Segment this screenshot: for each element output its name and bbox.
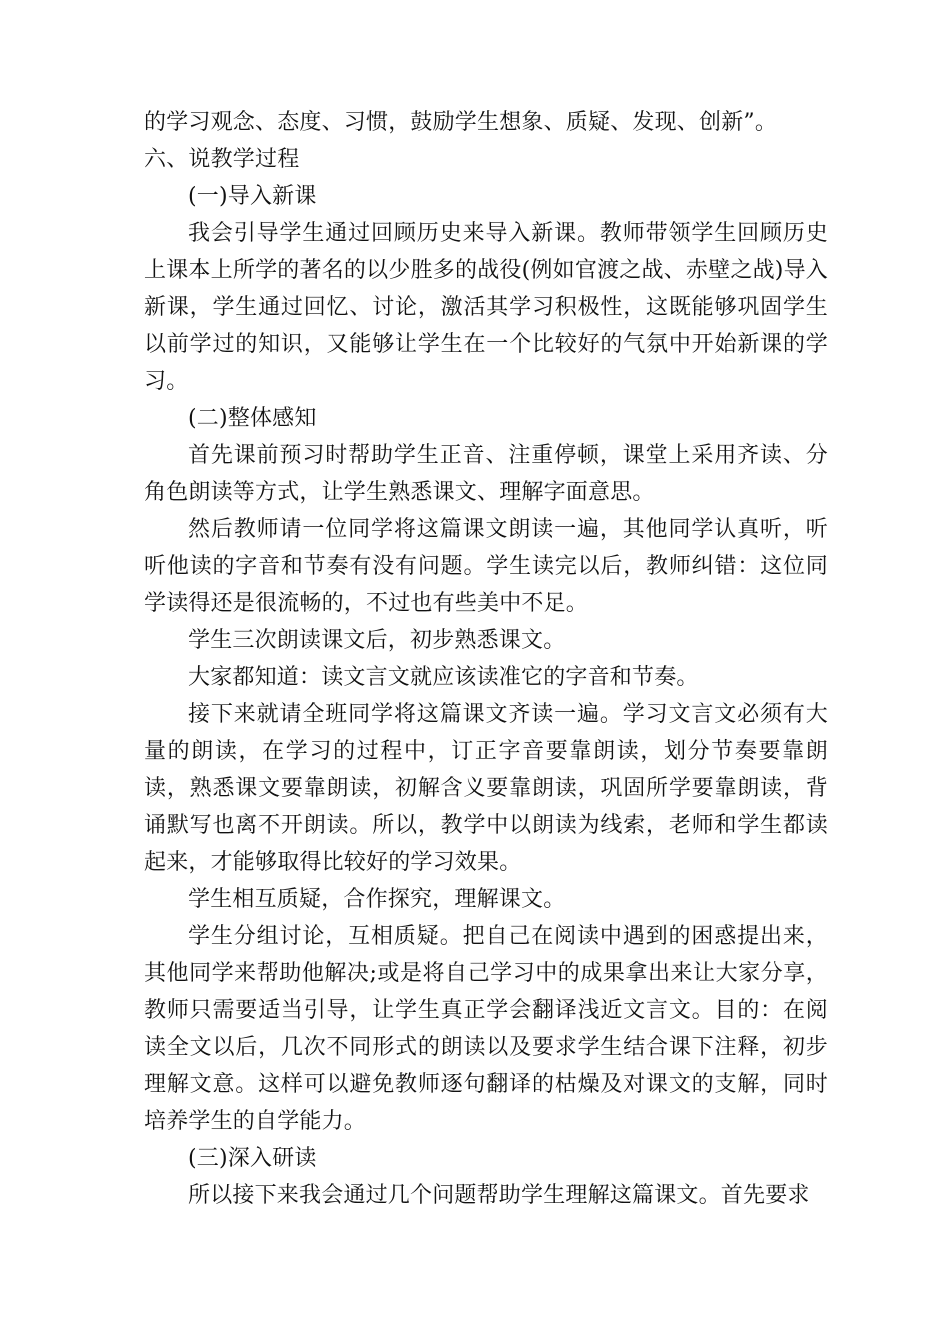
paragraph: 首先课前预习时帮助学生正音、注重停顿，课堂上采用齐读、分角色朗读等方式，让学生熟悉课文、理解字面意思。	[144, 443, 828, 505]
section-heading: 六、说教学过程	[144, 147, 300, 172]
subsection-heading: (三)深入研读	[188, 1146, 317, 1171]
paragraph: 学生分组讨论，互相质疑。把自己在阅读中遇到的困惑提出来，其他同学来帮助他解决;或是将自己学习中的成果拿出来让大家分享，教师只需要适当引导，让学生真正学会翻译浅近文言文。目的：在阅读全文以后，几次不同形式的朗读以及要求学生结合课下注释，初步理解文意。这样可以避免教师逐句翻译的枯燥及对课文的支解，同时培养学生的自学能力。	[144, 924, 828, 1134]
paragraph: 接下来就请全班同学将这篇课文齐读一遍。学习文言文必须有大量的朗读，在学习的过程中，订正字音要靠朗读，划分节奏要靠朗读，熟悉课文要靠朗读，初解含义要靠朗读，巩固所学要靠朗读，背诵默写也离不开朗读。所以，教学中以朗读为线索，老师和学生都读起来，才能够取得比较好的学习效果。	[144, 702, 828, 875]
paragraph: 我会引导学生通过回顾历史来导入新课。教师带领学生回顾历史上课本上所学的著名的以少胜多的战役(例如官渡之战、赤壁之战)导入新课，学生通过回忆、讨论，激活其学习积极性，这既能够巩固学生以前学过的知识，又能够让学生在一个比较好的气氛中开始新课的学习。	[144, 221, 828, 394]
paragraph: 然后教师请一位同学将这篇课文朗读一遍，其他同学认真听，听听他读的字音和节奏有没有问题。学生读完以后，教师纠错：这位同学读得还是很流畅的，不过也有些美中不足。	[144, 517, 828, 616]
paragraph: 的学习观念、态度、习惯，鼓励学生想象、质疑、发现、创新”。	[144, 110, 778, 135]
paragraph: 所以接下来我会通过几个问题帮助学生理解这篇课文。首先要求	[188, 1183, 810, 1208]
paragraph: 学生三次朗读课文后，初步熟悉课文。	[188, 628, 566, 653]
subsection-heading: (二)整体感知	[188, 406, 317, 431]
document-body	[144, 104, 828, 1214]
paragraph: 学生相互质疑，合作探究，理解课文。	[188, 887, 566, 912]
subsection-heading: (一)导入新课	[188, 184, 317, 209]
paragraph: 大家都知道：读文言文就应该读准它的字音和节奏。	[188, 665, 699, 690]
